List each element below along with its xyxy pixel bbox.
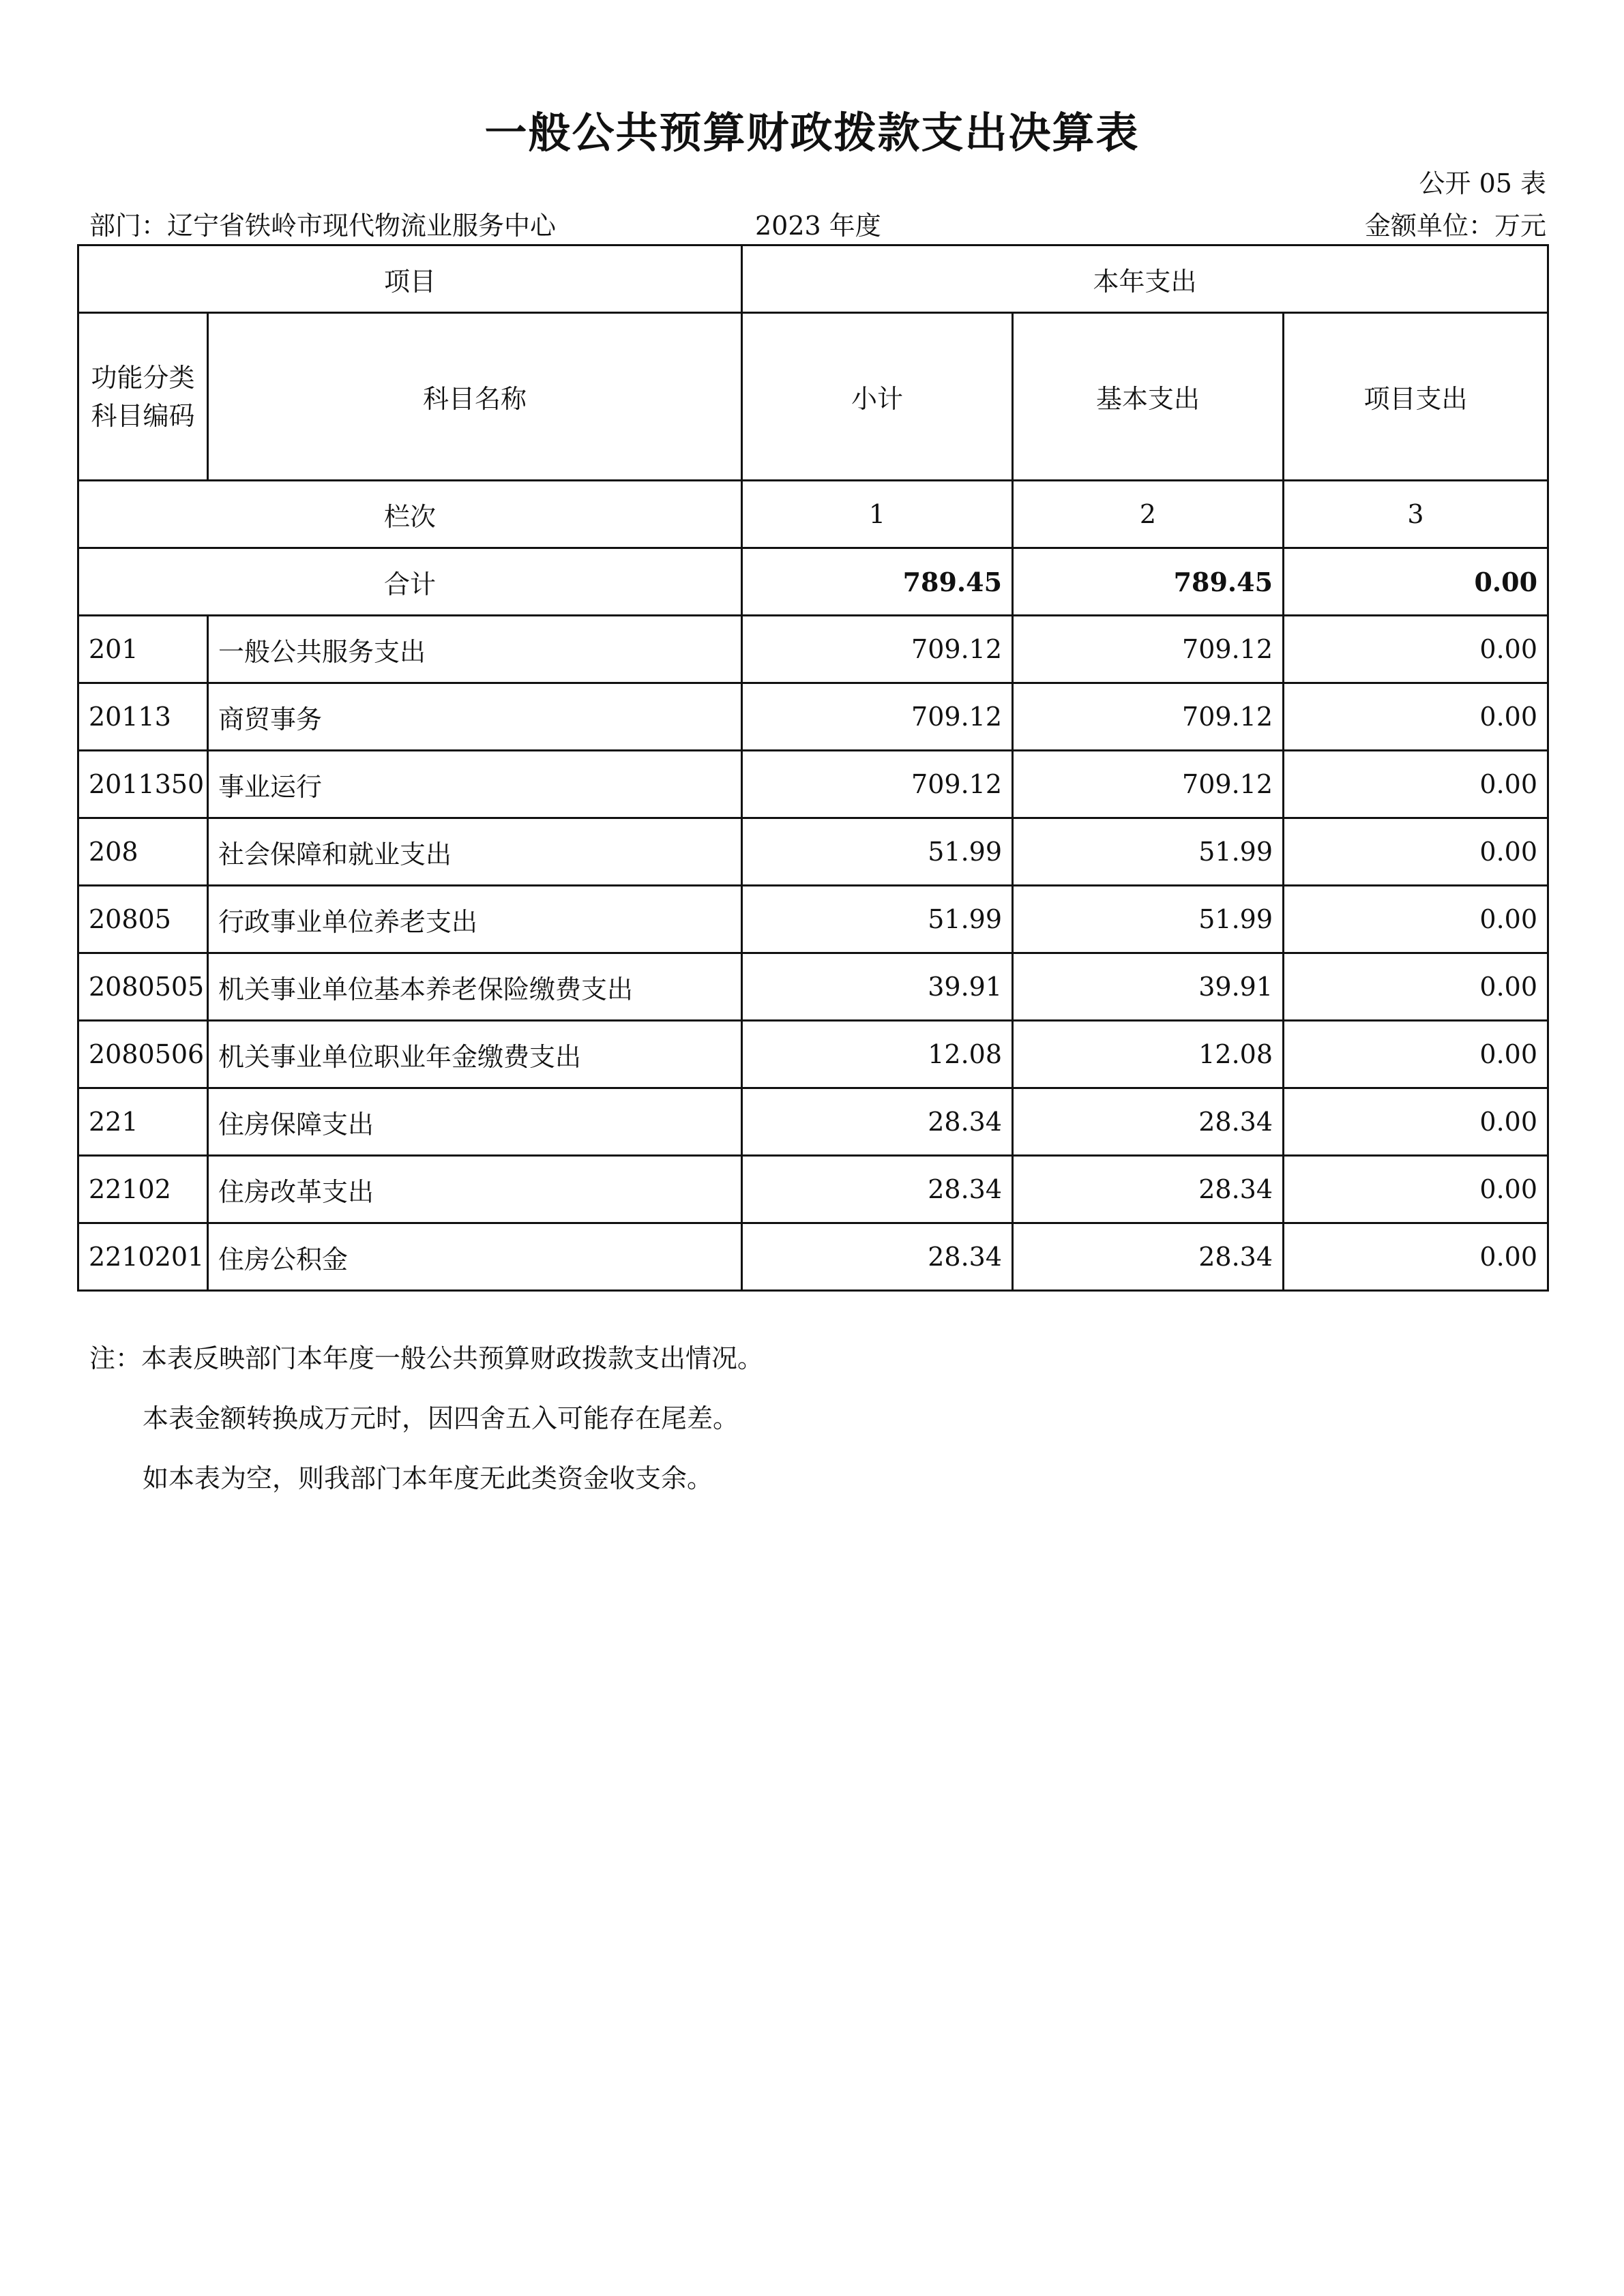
row-basic: 12.08: [1013, 1021, 1284, 1088]
row-basic: 51.99: [1013, 886, 1284, 953]
header-code-line1: 功能分类: [91, 362, 195, 393]
row-project: 0.00: [1284, 953, 1548, 1021]
table-row: [78, 1021, 1548, 1088]
row-name: 商贸事务: [208, 683, 742, 751]
row-project: 0.00: [1284, 1156, 1548, 1223]
header-row-2: [78, 313, 1548, 481]
row-subtotal: 28.34: [742, 1223, 1013, 1291]
notes: [89, 1328, 763, 1508]
row-subtotal: 28.34: [742, 1088, 1013, 1156]
header-current-year: 本年支出: [742, 245, 1548, 313]
row-code: 20805: [78, 886, 208, 953]
row-name: 住房公积金: [208, 1223, 742, 1291]
table-row: [78, 818, 1548, 886]
row-subtotal: 709.12: [742, 683, 1013, 751]
header-code-line2: 科目编码: [91, 400, 195, 431]
table-row: [78, 683, 1548, 751]
row-code: 2210201: [78, 1223, 208, 1291]
row-code: 2011350: [78, 751, 208, 818]
row-basic: 28.34: [1013, 1088, 1284, 1156]
header-code: [78, 313, 208, 481]
page-title: 一般公共预算财政拨款支出决算表: [484, 108, 1140, 158]
note-2: 本表金额转换成万元时，因四舍五入可能存在尾差。: [143, 1403, 739, 1433]
total-subtotal: 789.45: [742, 548, 1013, 616]
row-basic: 28.34: [1013, 1156, 1284, 1223]
row-basic: 39.91: [1013, 953, 1284, 1021]
row-subtotal: 12.08: [742, 1021, 1013, 1088]
department-label: 部门：辽宁省铁岭市现代物流业服务中心: [89, 211, 557, 241]
row-subtotal: 39.91: [742, 953, 1013, 1021]
table-row: [78, 886, 1548, 953]
row-code: 208: [78, 818, 208, 886]
row-basic: 709.12: [1013, 751, 1284, 818]
header-project: 项目支出: [1284, 313, 1548, 481]
row-project: 0.00: [1284, 886, 1548, 953]
row-project: 0.00: [1284, 1223, 1548, 1291]
row-code: 20113: [78, 683, 208, 751]
row-code: 221: [78, 1088, 208, 1156]
table-row: [78, 1156, 1548, 1223]
row-subtotal: 51.99: [742, 886, 1013, 953]
row-basic: 51.99: [1013, 818, 1284, 886]
row-basic: 709.12: [1013, 616, 1284, 683]
row-code: 2080506: [78, 1021, 208, 1088]
column-index-1: 1: [742, 481, 1013, 548]
row-code: 22102: [78, 1156, 208, 1223]
total-basic: 789.45: [1013, 548, 1284, 616]
table-row: [78, 751, 1548, 818]
row-subtotal: 709.12: [742, 616, 1013, 683]
header-subtotal: 小计: [742, 313, 1013, 481]
note-3: 如本表为空，则我部门本年度无此类资金收支余。: [143, 1463, 713, 1493]
row-basic: 709.12: [1013, 683, 1284, 751]
form-number: 公开 05 表: [1419, 168, 1546, 198]
row-subtotal: 28.34: [742, 1156, 1013, 1223]
header-name: 科目名称: [208, 313, 742, 481]
row-project: 0.00: [1284, 751, 1548, 818]
row-name: 行政事业单位养老支出: [208, 886, 742, 953]
amount-unit: 金额单位：万元: [1364, 211, 1546, 241]
total-row: [78, 548, 1548, 616]
header-row-1: [78, 245, 1548, 313]
row-name: 机关事业单位基本养老保险缴费支出: [208, 953, 742, 1021]
row-name: 住房改革支出: [208, 1156, 742, 1223]
note-1: 注：本表反映部门本年度一般公共预算财政拨款支出情况。: [89, 1343, 764, 1373]
row-name: 机关事业单位职业年金缴费支出: [208, 1021, 742, 1088]
row-name: 社会保障和就业支出: [208, 818, 742, 886]
row-basic: 28.34: [1013, 1223, 1284, 1291]
row-name: 事业运行: [208, 751, 742, 818]
total-label: 合计: [78, 548, 742, 616]
table-row: [78, 953, 1548, 1021]
row-project: 0.00: [1284, 683, 1548, 751]
row-project: 0.00: [1284, 1088, 1548, 1156]
row-code: 2080505: [78, 953, 208, 1021]
column-index-row: [78, 481, 1548, 548]
column-index-label: 栏次: [78, 481, 742, 548]
row-project: 0.00: [1284, 818, 1548, 886]
row-name: 住房保障支出: [208, 1088, 742, 1156]
column-index-2: 2: [1013, 481, 1284, 548]
row-subtotal: 709.12: [742, 751, 1013, 818]
row-code: 201: [78, 616, 208, 683]
column-index-3: 3: [1284, 481, 1548, 548]
table-row: [78, 1223, 1548, 1291]
row-name: 一般公共服务支出: [208, 616, 742, 683]
row-project: 0.00: [1284, 1021, 1548, 1088]
row-subtotal: 51.99: [742, 818, 1013, 886]
header-basic: 基本支出: [1013, 313, 1284, 481]
fiscal-year: 2023 年度: [755, 211, 881, 241]
row-project: 0.00: [1284, 616, 1548, 683]
table-row: [78, 1088, 1548, 1156]
total-project: 0.00: [1284, 548, 1548, 616]
header-item: 项目: [78, 245, 742, 313]
expenditure-table: [77, 244, 1549, 1292]
table-row: [78, 616, 1548, 683]
